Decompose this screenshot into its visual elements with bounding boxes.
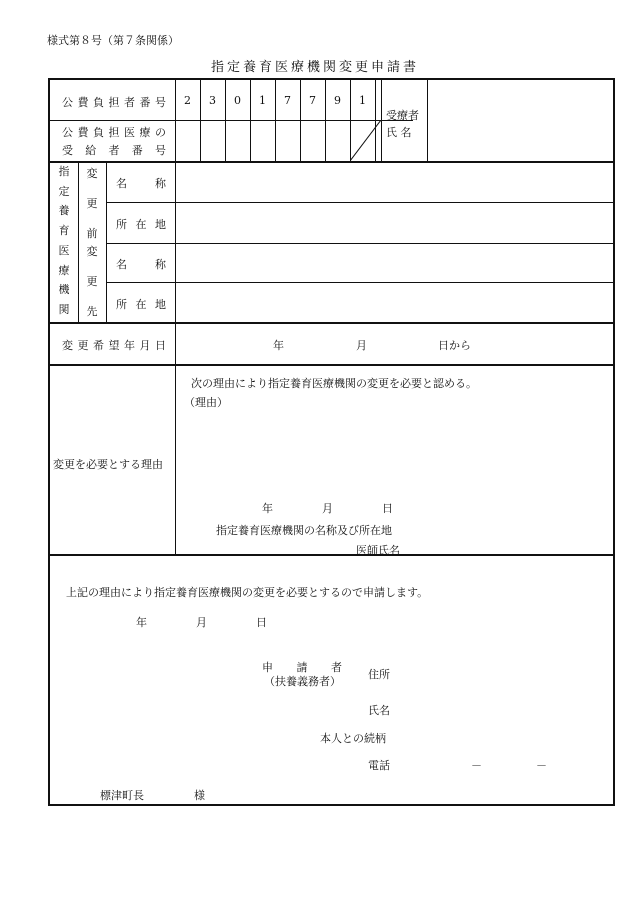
addressee: 標津町長 xyxy=(100,789,144,802)
payer-number-digit: 9 xyxy=(334,94,341,107)
phone-separator: － xyxy=(536,759,547,772)
payer-number-digit: 7 xyxy=(284,94,291,107)
payer-number-digit: 7 xyxy=(309,94,316,107)
beneficiary-number-label-line1: 公 費 負 担 医 療 の xyxy=(62,126,166,139)
reason-year-unit: 年 xyxy=(262,502,273,515)
patient-name-label-line2: 氏 名 xyxy=(386,126,412,139)
desired-year-unit: 年 xyxy=(273,339,284,352)
payer-number-digit: 1 xyxy=(259,94,266,107)
before-name-label: 名 称 xyxy=(116,177,166,190)
address-label: 住所 xyxy=(368,668,390,681)
phone-label: 電話 xyxy=(368,759,390,772)
rule xyxy=(300,80,301,161)
rule xyxy=(427,80,428,161)
desired-day-unit: 日から xyxy=(438,339,471,352)
rule xyxy=(50,161,613,163)
before-change-label: 変 更 前 xyxy=(86,167,98,240)
reason-month-unit: 月 xyxy=(322,502,333,515)
rule xyxy=(225,80,226,161)
rule xyxy=(50,322,613,324)
rule xyxy=(106,243,613,244)
desired-month-unit: 月 xyxy=(356,339,367,352)
rule xyxy=(200,80,201,161)
payer-number-digit: 0 xyxy=(234,94,241,107)
desired-date-label: 変 更 希 望 年 月 日 xyxy=(62,339,166,352)
rule xyxy=(106,202,613,203)
application-form xyxy=(48,78,615,806)
rule xyxy=(325,80,326,161)
after-name-label: 名 称 xyxy=(116,258,166,271)
applicant-label: 申 請 者 xyxy=(262,661,342,674)
application-year-unit: 年 xyxy=(136,616,147,629)
rule xyxy=(78,161,79,322)
rule xyxy=(381,80,382,161)
patient-name-label-line1: 受療者 xyxy=(386,109,419,122)
reason-day-unit: 日 xyxy=(382,502,393,515)
payer-number-digit: 3 xyxy=(209,94,216,107)
addressee-honorific: 様 xyxy=(194,789,205,802)
reason-paren-label: （理由） xyxy=(184,396,228,409)
institution-group-label: 指 定 養 育 医 療 機 関 xyxy=(58,165,70,316)
document-title: 指定養育医療機関変更申請書 xyxy=(210,60,419,75)
name-label: 氏名 xyxy=(368,704,390,717)
institution-name-address-label: 指定養育医療機関の名称及び所在地 xyxy=(216,524,392,537)
rule xyxy=(175,80,176,554)
after-change-label: 変 更 先 xyxy=(86,245,98,318)
rule xyxy=(275,80,276,161)
beneficiary-number-label-line2: 受 給 者 番 号 xyxy=(62,144,166,157)
rule xyxy=(106,161,107,322)
payer-number-digit: 1 xyxy=(359,94,366,107)
phone-separator: － xyxy=(471,759,482,772)
after-address-label: 所 在 地 xyxy=(116,298,166,311)
rule xyxy=(250,80,251,161)
rule xyxy=(50,364,613,366)
application-day-unit: 日 xyxy=(256,616,267,629)
doctor-name-label: 医師氏名 xyxy=(356,544,400,557)
reason-statement: 次の理由により指定養育医療機関の変更を必要と認める。 xyxy=(191,377,477,390)
diagonal-slash xyxy=(350,120,381,161)
guardian-label: （扶養義務者） xyxy=(264,675,341,688)
application-month-unit: 月 xyxy=(196,616,207,629)
relation-label: 本人との続柄 xyxy=(320,732,386,745)
before-address-label: 所 在 地 xyxy=(116,218,166,231)
rule xyxy=(50,554,613,556)
rule xyxy=(106,282,613,283)
reason-label: 変更を必要とする理由 xyxy=(53,458,163,471)
payer-number-label: 公 費 負 担 者 番 号 xyxy=(62,96,166,109)
application-statement: 上記の理由により指定養育医療機関の変更を必要とするので申請します。 xyxy=(66,586,429,599)
payer-number-digit: 2 xyxy=(184,94,191,107)
form-id: 様式第８号（第７条関係） xyxy=(47,34,179,47)
